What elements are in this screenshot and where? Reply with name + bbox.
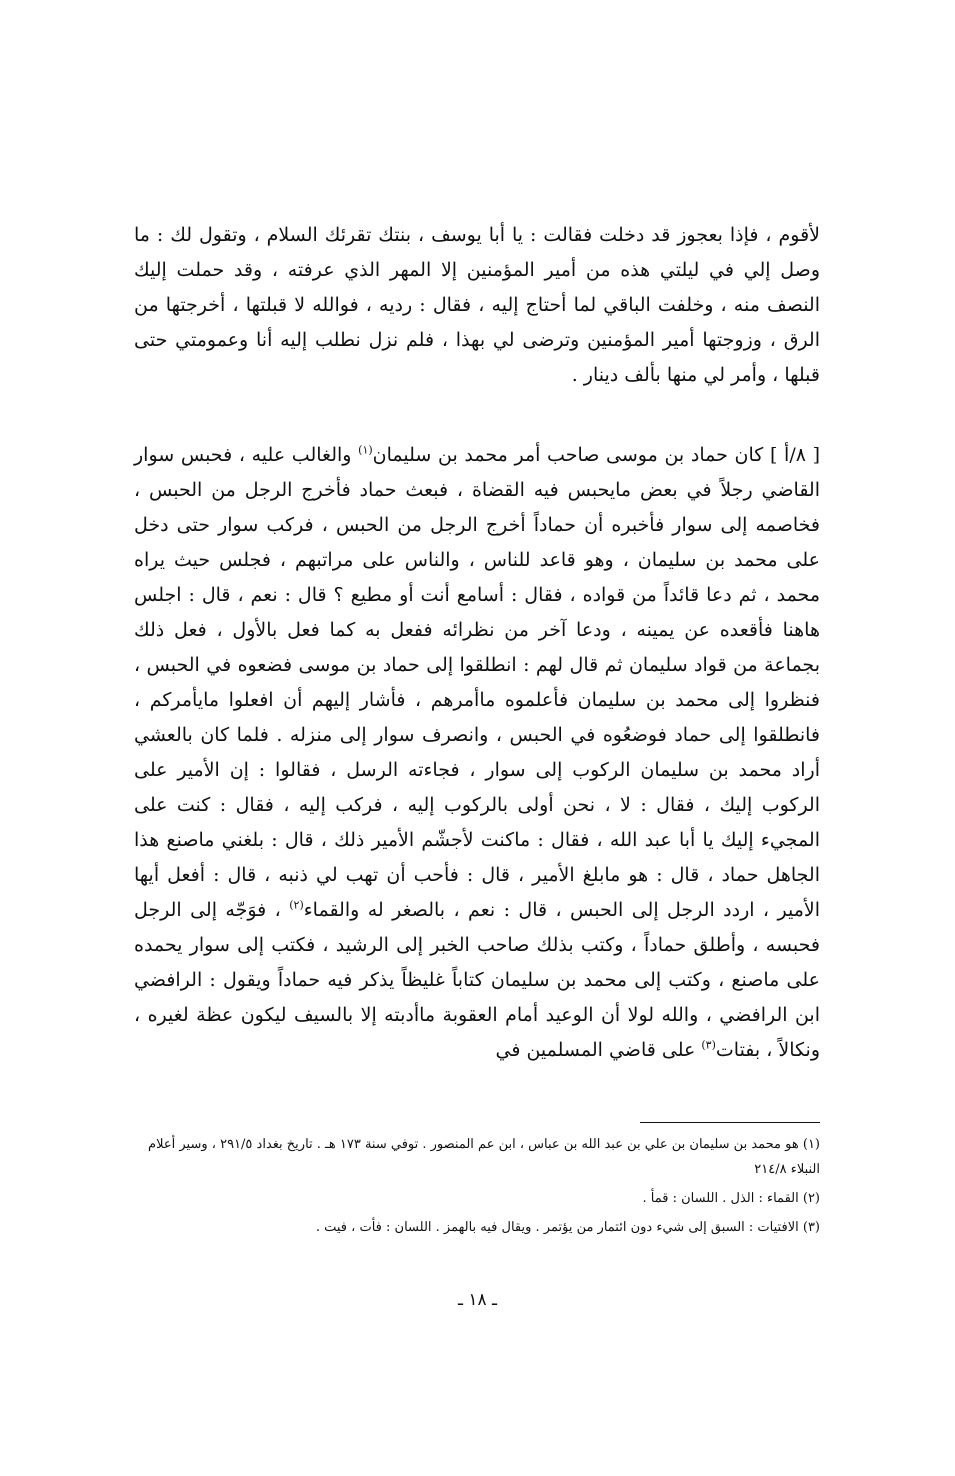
footnote-marker-3[interactable]: (٣) <box>701 1038 716 1052</box>
paragraph-2-text-c: ، فوَجّه إلى الرجل فحبسه ، وأطلق حماداً ، وكتب بذلك صاحب الخبر إلى الرشيد ، فكتب إلى سوار يحمده على ماصنع ، وكتب إلى محمد بن سليمان كتاباً غليظاً يذكر فيه حماداً ويقول : الرافضي ابن الرافضي ، والله لولا أن الوعيد أمام العقوبة ماأدبته إلا بالسيف ليكون عظة لغيره ، ونكالاً ، بفتات <box>134 899 820 1061</box>
footnote-separator <box>640 1122 820 1123</box>
paragraph-2 <box>134 438 820 1068</box>
manuscript-folio-reference: [ ٨/أ ] <box>769 444 821 466</box>
paragraph-2-text-a: كان حماد بن موسى صاحب أمر محمد بن سليمان <box>372 444 764 466</box>
footnote-2: (٢) القماء : الذل . اللسان : قمأ . <box>642 1191 820 1206</box>
footnote-marker-1[interactable]: (١) <box>358 443 373 457</box>
paragraph-2-text-d: على قاضي المسلمين في <box>495 1039 696 1061</box>
footnote-1: (١) هو محمد بن سليمان بن علي بن عبد الله بن عباس ، ابن عم المنصور . توفي سنة ١٧٣ هـ . تاريخ بغداد ٢٩١/٥ ، وسير أعلام النبلاء ٢١٤/٨ <box>148 1137 820 1177</box>
paragraph-1: لأقوم ، فإذا بعجوز قد دخلت فقالت : يا أبا يوسف ، بنتك تقرئك السلام ، وتقول لك : ما وصل إلي في ليلتي هذه من أمير المؤمنين إلا المهر الذي عرفته ، وقد حملت إليك النصف منه ، وخلفت الباقي لما أحتاج إليه ، فقال : رديه ، فوالله لا قبلتها ، أخرجتها من الرق ، وزوجتها أمير المؤمنين وترضى لي بهذا ، فلم نزل نطلب إليه أنا وعمومتي حتى قبلها ، وأمر لي منها بألف دينار . <box>134 224 820 386</box>
footnotes <box>134 1132 820 1244</box>
paragraph-2-text-b: والغالب عليه ، فحبس سوار القاضي رجلاً في بعض مايحبس فيه القضاة ، فبعث حماد فأخرج الرجل من الحبس ، فخاصمه إلى سوار فأخبره أن حماداً أخرج الرجل من الحبس ، فركب سوار حتى دخل على محمد بن سليمان ، وهو قاعد للناس ، والناس على مراتبهم ، فجلس حيث يراه محمد ، ثم دعا قائداً من قواده ، فقال : أسامع أنت أو مطيع ؟ قال : نعم ، قال : اجلس هاهنا فأقعده عن يمينه ، ودعا آخر من نظرائه ففعل به كما فعل بالأول ، فعل ذلك بجماعة من قواد سليمان ثم قال لهم : انطلقوا إلى حماد بن موسى فضعوه في الحبس ، فنظروا إلى محمد بن سليمان فأعلموه ماأمرهم ، فأشار إليهم أن افعلوا مايأمركم ، فانطلقوا إلى حماد فوضعُوه في الحبس ، وانصرف سوار إلى منزله . فلما كان بالعشي أراد محمد بن سليمان الركوب إلى سوار ، فجاءته الرسل ، فقالوا : إن الأمير على الركوب إليك ، فقال : لا ، نحن أولى بالركوب إليه ، فركب إليه ، فقال : كنت على المجيء إليك يا أبا عبد الله ، فقال : ماكنت لأجشّم الأمير ذلك ، قال : بلغني ماصنع هذا الجاهل حماد ، قال : هو مابلغ الأمير ، قال : فأحب أن تهب لي ذنبه ، قال : أفعل أيها الأمير ، اردد الرجل إلى الحبس ، قال : نعم ، بالصغر له والقماء <box>134 444 820 921</box>
footnote-3: (٣) الافتيات : السبق إلى شيء دون ائتمار من يؤتمر . ويقال فيه بالهمز . اللسان : فأت ، فيت . <box>315 1220 820 1235</box>
footnote-marker-2[interactable]: (٢) <box>289 898 304 912</box>
page-number: ـ ١٨ ـ <box>457 1290 498 1310</box>
